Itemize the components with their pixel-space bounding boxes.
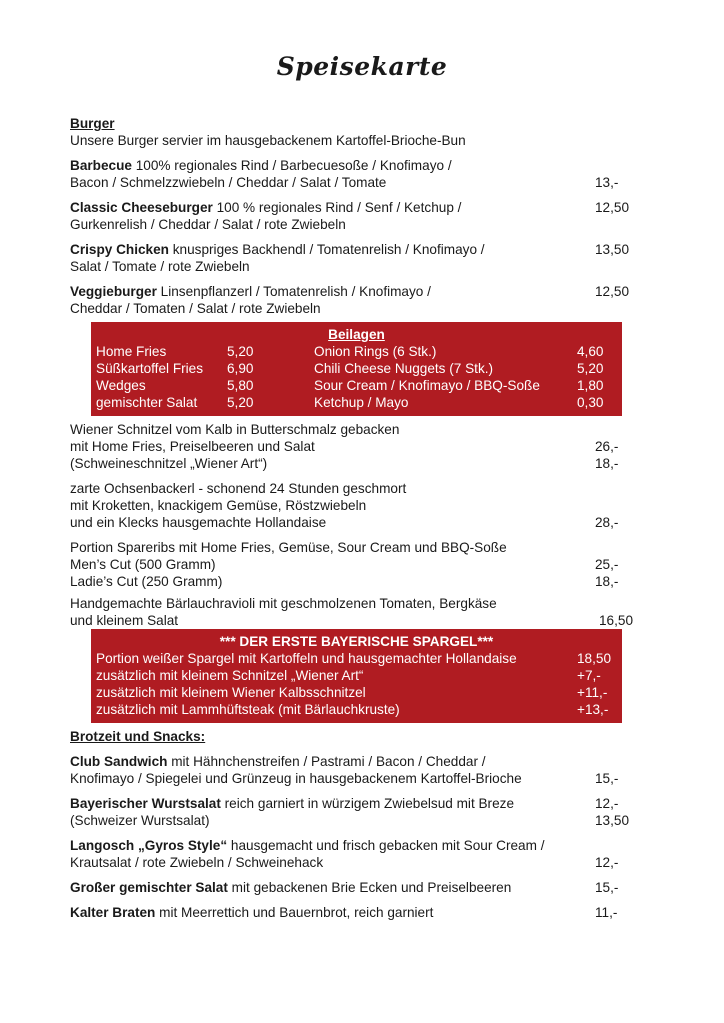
item-description: 100 % regionales Rind / Senf / Ketchup / <box>212 200 462 215</box>
spargel-price: +7,- <box>577 668 601 683</box>
spargel-heading: *** DER ERSTE BAYERISCHE SPARGEL*** <box>219 634 494 649</box>
menu-item-kalter-braten <box>70 904 650 921</box>
beilagen-row <box>91 360 622 377</box>
item-name: Crispy Chicken <box>70 242 169 257</box>
side-name: gemischter Salat <box>96 395 198 410</box>
item-price: 18,- <box>595 574 619 589</box>
item-description: Portion Spareribs mit Home Fries, Gemüse, Sour Cream und BBQ-Soße <box>70 540 507 555</box>
item-price: 13,- <box>595 175 619 190</box>
item-name: Club Sandwich <box>70 754 168 769</box>
side-price: 1,80 <box>577 378 604 393</box>
spargel-price: +11,- <box>577 685 608 700</box>
side-price: 4,60 <box>577 344 604 359</box>
item-description: Bacon / Schmelzzwiebeln / Cheddar / Salat / Tomate <box>70 175 387 190</box>
page-title: Speisekarte <box>276 52 448 81</box>
item-price: 12,50 <box>595 284 630 299</box>
item-description: mit Meerrettich und Bauernbrot, reich garniert <box>155 905 434 920</box>
side-price: 5,20 <box>227 344 254 359</box>
side-name: Wedges <box>96 378 146 393</box>
burger-heading: Burger <box>70 116 115 131</box>
item-description: Handgemachte Bärlauchravioli mit geschmolzenen Tomaten, Bergkäse <box>70 596 497 611</box>
item-description: mit gebackenen Brie Ecken und Preiselbeeren <box>227 880 512 895</box>
item-description: Linsenpflanzerl / Tomatenrelish / Knofimayo / <box>156 284 431 299</box>
item-price: 12,- <box>595 796 619 811</box>
side-price: 5,20 <box>227 395 254 410</box>
item-price: 12,- <box>595 855 619 870</box>
item-description: Krautsalat / rote Zwiebeln / Schweinehack <box>70 855 324 870</box>
spargel-row <box>91 667 622 684</box>
spargel-row <box>91 701 622 718</box>
beilagen-row <box>91 394 622 411</box>
brotzeit-heading: Brotzeit und Snacks: <box>70 729 206 744</box>
item-name: Bayerischer Wurstsalat <box>70 796 221 811</box>
item-description: mit Kroketten, knackigem Gemüse, Röstzwiebeln <box>70 498 367 513</box>
spargel-price: +13,- <box>577 702 609 717</box>
spargel-row <box>91 650 622 667</box>
menu-item-langosch <box>70 837 650 871</box>
beilagen-row <box>91 377 622 394</box>
spargel-text: zusätzlich mit kleinem Schnitzel „Wiener Art“ <box>96 668 364 683</box>
beilagen-box <box>91 322 622 416</box>
item-name: Veggieburger <box>70 284 157 299</box>
menu-item-ochsenbackerl <box>70 480 650 531</box>
item-description: und kleinem Salat <box>70 613 179 628</box>
item-description: und ein Klecks hausgemachte Hollandaise <box>70 515 327 530</box>
item-description: Ladie’s Cut (250 Gramm) <box>70 574 223 589</box>
menu-item-gemischter-salat <box>70 879 650 896</box>
spargel-text: Portion weißer Spargel mit Kartoffeln und hausgemachter Hollandaise <box>96 651 517 666</box>
item-description: knuspriges Backhendl / Tomatenrelish / Knofimayo / <box>168 242 485 257</box>
item-name: Großer gemischter Salat <box>70 880 228 895</box>
spargel-text: zusätzlich mit kleinem Wiener Kalbsschnitzel <box>96 685 366 700</box>
item-price: 16,50 <box>599 613 634 628</box>
item-price: 28,- <box>595 515 619 530</box>
beilagen-heading: Beilagen <box>328 327 385 342</box>
item-description: (Schweizer Wurstsalat) <box>70 813 210 828</box>
side-price: 0,30 <box>577 395 604 410</box>
menu-item-barbecue <box>70 157 650 191</box>
item-description: zarte Ochsenbackerl - schonend 24 Stunden geschmort <box>70 481 407 496</box>
menu-item-crispy-chicken <box>70 241 650 275</box>
item-name: Barbecue <box>70 158 132 173</box>
menu-item-club-sandwich <box>70 753 650 787</box>
menu-item-wurstsalat <box>70 795 650 829</box>
menu-item-spareribs <box>70 539 650 590</box>
item-price: 12,50 <box>595 200 630 215</box>
side-name: Sour Cream / Knofimayo / BBQ-Soße <box>314 378 540 393</box>
spargel-text: zusätzlich mit Lammhüftsteak (mit Bärlauchkruste) <box>96 702 400 717</box>
item-name: Classic Cheeseburger <box>70 200 213 215</box>
item-price: 15,- <box>595 771 619 786</box>
item-description: (Schweineschnitzel „Wiener Art“) <box>70 456 268 471</box>
spargel-price: 18,50 <box>577 651 612 666</box>
item-price: 13,50 <box>595 813 630 828</box>
item-description: Salat / Tomate / rote Zwiebeln <box>70 259 250 274</box>
item-price: 26,- <box>595 439 619 454</box>
item-description: hausgemacht und frisch gebacken mit Sour Cream / <box>227 838 545 853</box>
item-price: 15,- <box>595 880 619 895</box>
menu-item-veggieburger <box>70 283 650 317</box>
burger-intro: Unsere Burger servier im hausgebackenem Kartoffel-Brioche-Bun <box>70 133 466 148</box>
item-name: Langosch „Gyros Style“ <box>70 838 228 853</box>
side-name: Süßkartoffel Fries <box>96 361 204 376</box>
side-price: 6,90 <box>227 361 254 376</box>
item-description: Gurkenrelish / Cheddar / Salat / rote Zwiebeln <box>70 217 346 232</box>
item-description: Wiener Schnitzel vom Kalb in Butterschmalz gebacken <box>70 422 400 437</box>
item-description: reich garniert in würzigem Zwiebelsud mit Breze <box>220 796 515 811</box>
side-name: Ketchup / Mayo <box>314 395 409 410</box>
menu-item-ravioli <box>70 595 650 629</box>
beilagen-row <box>91 343 622 360</box>
item-price: 18,- <box>595 456 619 471</box>
menu-content <box>70 115 650 921</box>
side-name: Onion Rings (6 Stk.) <box>314 344 437 359</box>
menu-item-wiener-schnitzel <box>70 421 650 472</box>
item-name: Kalter Braten <box>70 905 156 920</box>
item-description: mit Home Fries, Preiselbeeren und Salat <box>70 439 315 454</box>
item-description: Cheddar / Tomaten / Salat / rote Zwiebeln <box>70 301 321 316</box>
item-price: 11,- <box>595 905 618 920</box>
spargel-row <box>91 684 622 701</box>
side-price: 5,80 <box>227 378 254 393</box>
menu-item-classic-cheeseburger <box>70 199 650 233</box>
item-price: 13,50 <box>595 242 630 257</box>
side-price: 5,20 <box>577 361 604 376</box>
side-name: Chili Cheese Nuggets (7 Stk.) <box>314 361 494 376</box>
item-description: 100% regionales Rind / Barbecuesoße / Knofimayo / <box>131 158 452 173</box>
item-description: Men’s Cut (500 Gramm) <box>70 557 216 572</box>
spargel-box <box>91 629 622 723</box>
item-description: mit Hähnchenstreifen / Pastrami / Bacon / Cheddar / <box>167 754 486 769</box>
item-description: Knofimayo / Spiegelei und Grünzeug in hausgebackenem Kartoffel-Brioche <box>70 771 522 786</box>
item-price: 25,- <box>595 557 619 572</box>
side-name: Home Fries <box>96 344 167 359</box>
